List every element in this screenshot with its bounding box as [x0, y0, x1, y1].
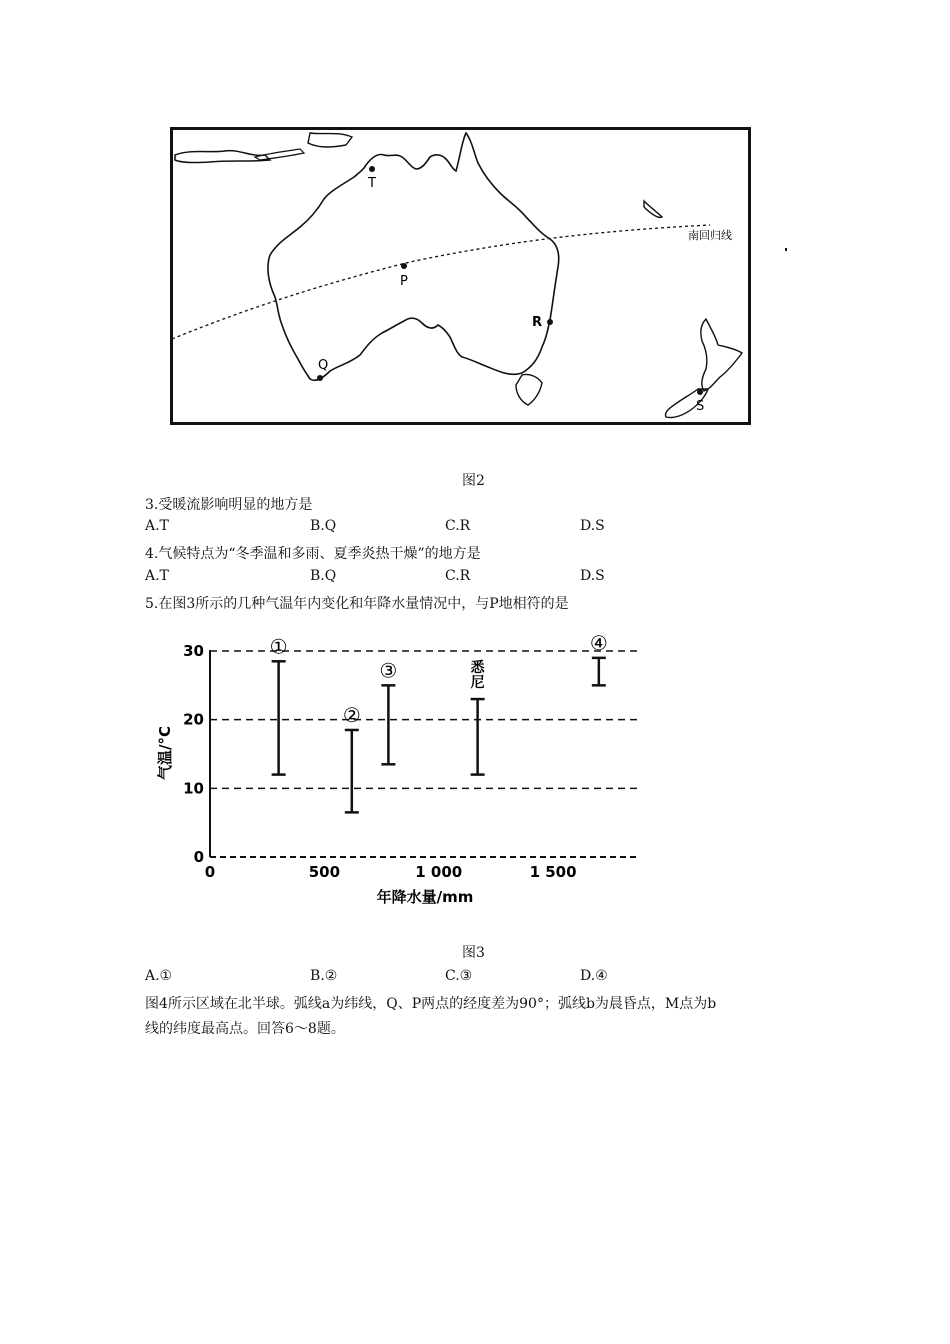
point-P: [401, 263, 407, 269]
q4-option-a[interactable]: A.T: [145, 568, 169, 584]
q3-option-c[interactable]: C.R: [445, 518, 471, 534]
new-zealand-north: [701, 319, 742, 391]
point-R: [547, 319, 553, 325]
point-S: [697, 389, 703, 395]
stray-mark: [785, 248, 787, 251]
australia-mainland: [268, 133, 559, 380]
range-label-3: 悉: [470, 660, 485, 677]
label-S: S: [696, 399, 705, 414]
point-Q: [317, 375, 323, 381]
range-label-3: 尼: [470, 675, 485, 692]
q4-option-c[interactable]: C.R: [445, 568, 471, 584]
map-frame: [172, 129, 750, 424]
q4-option-b[interactable]: B.Q: [310, 568, 337, 584]
tropic-of-capricorn: [172, 225, 710, 339]
q5-stem: 5.在图3所示的几种气温年内变化和年降水量情况中，与P地相符的是: [145, 596, 569, 612]
temperature-precipitation-chart: [150, 625, 650, 915]
q3-stem: 3.受暖流影响明显的地方是: [145, 497, 313, 513]
x-tick-label: 1 500: [529, 863, 577, 881]
y-axis-label: 气温/°C: [156, 726, 174, 780]
label-R: R: [532, 315, 543, 330]
x-tick-label: 0: [204, 863, 216, 881]
range-label-4: ④: [589, 630, 608, 655]
q4-stem: 4.气候特点为“冬季温和多雨、夏季炎热干燥”的地方是: [145, 546, 481, 562]
range-label-0: ①: [269, 634, 288, 659]
label-P: P: [400, 274, 408, 289]
x-tick-label: 500: [308, 863, 341, 881]
label-T: T: [368, 176, 376, 191]
range-label-2: ③: [379, 658, 398, 683]
q5-option-c[interactable]: C.③: [445, 968, 473, 984]
y-tick-label: 20: [183, 710, 204, 729]
q5-option-b[interactable]: B.②: [310, 968, 338, 984]
x-axis-label: 年降水量/mm: [376, 888, 474, 906]
y-tick-label: 10: [183, 779, 204, 798]
tropic-label: 南回归线: [688, 229, 732, 242]
q5-option-a[interactable]: A.①: [145, 968, 173, 984]
x-tick-label: 1 000: [415, 863, 463, 881]
tasmania: [516, 374, 542, 405]
figure2-caption: 图2: [462, 473, 485, 489]
new-caledonia: [644, 201, 662, 217]
y-tick-label: 0: [193, 848, 204, 866]
intro-line-2: 线的纬度最高点。回答6～8题。: [145, 1021, 345, 1037]
q3-option-b[interactable]: B.Q: [310, 518, 337, 534]
point-T: [369, 166, 375, 172]
australia-map: [170, 127, 755, 427]
range-label-1: ②: [342, 702, 361, 727]
q4-option-d[interactable]: D.S: [580, 568, 605, 584]
q3-option-d[interactable]: D.S: [580, 518, 605, 534]
intro-line-1: 图4所示区域在北半球。弧线a为纬线，Q、P两点的经度差为90°；弧线b为晨昏点，M点为b: [145, 996, 717, 1012]
q3-option-a[interactable]: A.T: [145, 518, 169, 534]
island-papua: [308, 133, 352, 147]
q5-option-d[interactable]: D.④: [580, 968, 608, 984]
label-Q: Q: [318, 358, 329, 373]
figure3-caption: 图3: [462, 945, 485, 961]
y-tick-label: 30: [183, 642, 204, 660]
